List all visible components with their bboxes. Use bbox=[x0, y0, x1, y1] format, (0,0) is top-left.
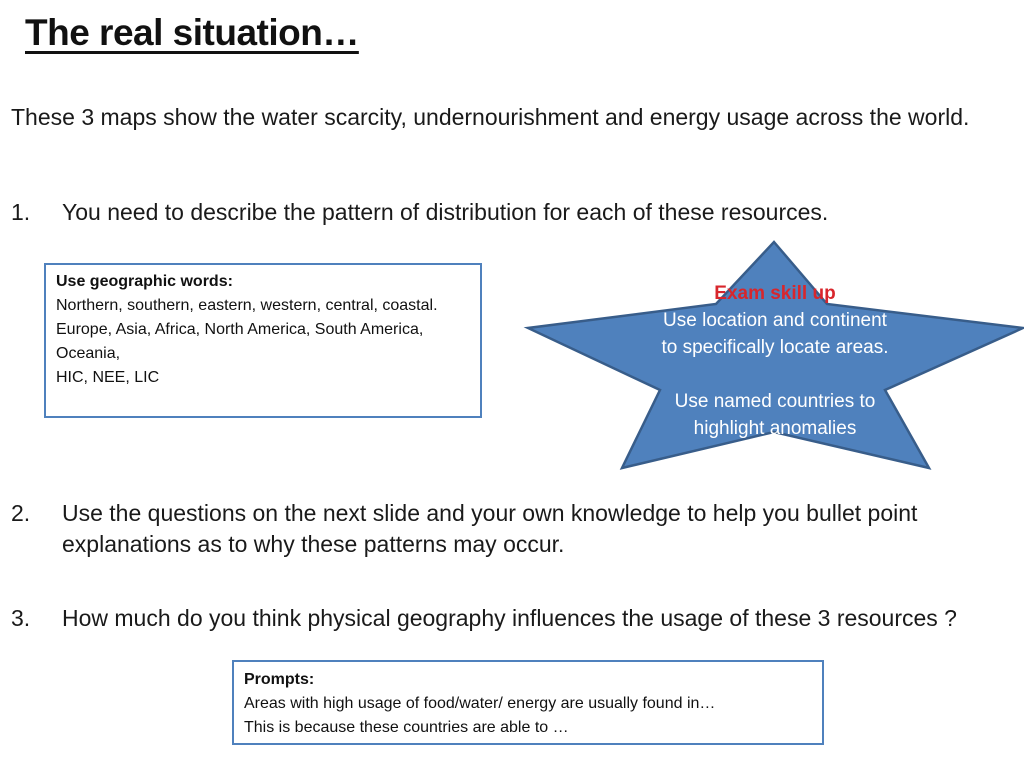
star-line: to specifically locate areas. bbox=[661, 337, 889, 358]
prompts-line: This is because these countries are able to … bbox=[244, 719, 569, 736]
exam-skill-star bbox=[520, 238, 1024, 472]
intro-text: These 3 maps show the water scarcity, undernourishment and energy usage across the world. bbox=[11, 104, 970, 130]
list-item-text: How much do you think physical geography influences the usage of these 3 resources ? bbox=[62, 605, 957, 631]
prompts-heading: Prompts: bbox=[244, 671, 315, 688]
list-item bbox=[11, 197, 1001, 228]
exam-skill-label: Exam skill up bbox=[714, 283, 836, 304]
star-line: Use named countries to bbox=[674, 391, 876, 412]
geographic-words-box bbox=[44, 263, 482, 418]
prompts-box bbox=[232, 660, 824, 745]
geographic-words-line: Europe, Asia, Africa, North America, South America, Oceania, bbox=[56, 321, 424, 362]
star-spacer bbox=[630, 361, 920, 388]
list-item-text: Use the questions on the next slide and your own knowledge to help you bullet point explanations as to why these patterns may occur. bbox=[62, 500, 918, 557]
list-item-number: 3. bbox=[11, 605, 31, 631]
slide-title: The real situation… bbox=[25, 12, 359, 53]
star-text bbox=[630, 280, 920, 442]
list-item bbox=[11, 498, 1011, 560]
geographic-words-heading: Use geographic words: bbox=[56, 273, 233, 290]
list-item-text: You need to describe the pattern of distribution for each of these resources. bbox=[62, 199, 829, 225]
list-item bbox=[11, 603, 1011, 634]
geographic-words-line: HIC, NEE, LIC bbox=[56, 369, 160, 386]
list-item-number: 1. bbox=[11, 199, 31, 225]
star-line: Use location and continent bbox=[663, 310, 887, 331]
geographic-words-line: Northern, southern, eastern, western, central, coastal. bbox=[56, 297, 438, 314]
list-item-number: 2. bbox=[11, 500, 31, 526]
prompts-line: Areas with high usage of food/water/ energy are usually found in… bbox=[244, 695, 716, 712]
star-line: highlight anomalies bbox=[693, 418, 857, 439]
